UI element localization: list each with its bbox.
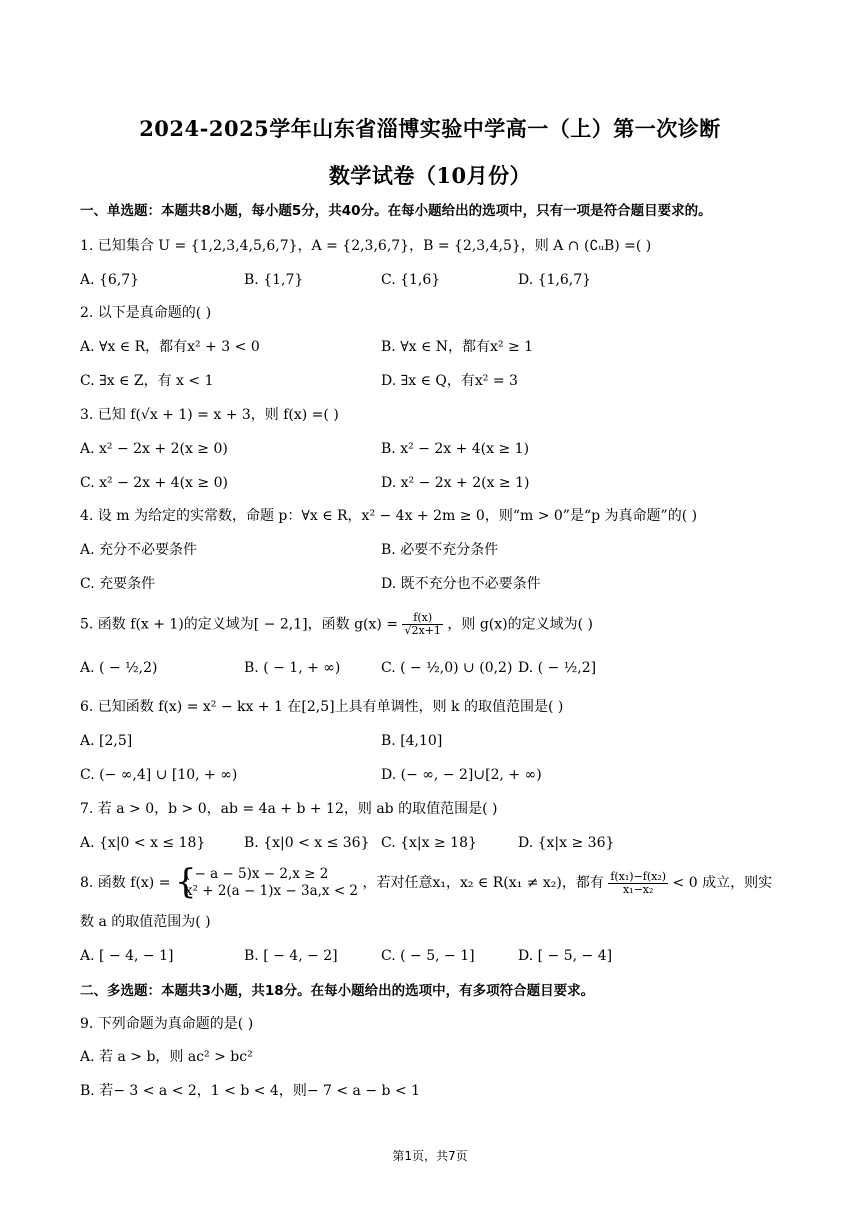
question-6-stem: 6. 已知函数 f(x) = x² − kx + 1 在[2,5]上具有单调性，则 k 的取值范围是( ) — [80, 699, 564, 715]
question-1-option-c: C. {1,6} — [381, 272, 441, 288]
question-2-option-d: D. ∃x ∈ Q，有x² = 3 — [381, 373, 518, 389]
question-8-piecewise — [174, 862, 359, 902]
question-8-brace: { — [174, 862, 197, 902]
question-8-stem — [80, 862, 773, 902]
question-8-option-d: D. [ − 5, − 4] — [518, 948, 613, 964]
question-6-option-b: B. [4,10] — [381, 733, 443, 749]
question-4-option-a: A. 充分不必要条件 — [80, 542, 198, 558]
question-6-option-d: D. (− ∞, − 2]∪[2, + ∞) — [381, 767, 542, 783]
page-footer: 第1页，共7页 — [392, 1149, 468, 1163]
question-8-stem-part3: < 0 成立，则实 — [672, 875, 773, 891]
question-1-option-b: B. {1,7} — [244, 272, 304, 288]
question-6-option-a: A. [2,5] — [80, 733, 133, 749]
question-8-case-1: ( − a − 5)x − 2,x ≥ 2 — [184, 866, 329, 882]
question-5-fraction-numerator: f(x) — [402, 612, 442, 625]
question-3-option-b: B. x² − 2x + 4(x ≥ 1) — [381, 441, 530, 457]
question-5-stem — [80, 612, 593, 637]
question-4-option-c: C. 充要条件 — [80, 576, 156, 592]
question-3-option-d: D. x² − 2x + 2(x ≥ 1) — [381, 475, 530, 491]
question-8-option-a: A. [ − 4, − 1] — [80, 948, 174, 964]
question-7-option-a: A. {x|0 < x ≤ 18} — [80, 835, 206, 851]
question-8-stem-part2: ，若对任意x₁，x₂ ∈ R(x₁ ≠ x₂)，都有 — [362, 875, 604, 891]
question-5-option-b: B. ( − 1, + ∞) — [244, 660, 341, 676]
question-5-stem-part1: 5. 函数 f(x + 1)的定义域为[ − 2,1]，函数 g(x) = — [80, 616, 399, 633]
question-1-option-d: D. {1,6,7} — [518, 272, 592, 288]
question-8-option-b: B. [ − 4, − 2] — [244, 948, 338, 964]
question-7-option-d: D. {x|x ≥ 36} — [518, 835, 615, 851]
question-5-stem-part2: ，则 g(x)的定义域为( ) — [447, 616, 593, 633]
question-9-option-b: B. 若− 3 < a < 2，1 < b < 4，则− 7 < a − b < 1 — [80, 1083, 421, 1099]
question-7-option-b: B. {x|0 < x ≤ 36} — [244, 835, 370, 851]
question-5-fraction — [402, 612, 442, 637]
question-5-option-c: C. ( − ½,0) ∪ (0,2) — [381, 660, 513, 676]
question-9-stem: 9. 下列命题为真命题的是( ) — [80, 1016, 254, 1032]
question-1-option-a: A. {6,7} — [80, 272, 140, 288]
question-8-fraction-denominator: x₁−x₂ — [622, 882, 654, 896]
question-7-option-c: C. {x|x ≥ 18} — [381, 835, 477, 851]
question-2-option-a: A. ∀x ∈ R，都有x² + 3 < 0 — [80, 339, 260, 355]
question-8-option-c: C. ( − 5, − 1] — [381, 948, 475, 964]
exam-title-line1: 2024-2025学年山东省淄博实验中学高一（上）第一次诊断 — [139, 116, 721, 141]
question-2-option-c: C. ∃x ∈ Z，有 x < 1 — [80, 373, 214, 389]
question-9-option-a: A. 若 a > b，则 ac² > bc² — [80, 1049, 253, 1065]
exam-title-line2: 数学试卷（10月份） — [328, 163, 532, 188]
question-8-stem-part1: 8. 函数 f(x) = — [80, 875, 171, 891]
question-7-stem: 7. 若 a > 0，b > 0，ab = 4a + b + 12，则 ab 的取值范围是( ) — [80, 801, 498, 817]
question-5-fraction-denominator: √2x+1 — [404, 624, 441, 637]
section-single-choice-header: 一、单选题：本题共8小题，每小题5分，共40分。在每小题给出的选项中，只有一项是符合题目要求的。 — [80, 203, 712, 219]
question-8-stem-continued: 数 a 的取值范围为( ) — [80, 914, 211, 930]
question-8-case-2: x² + 2(a − 1)x − 3a,x < 2 — [184, 883, 359, 899]
question-5-option-a: A. ( − ½,2) — [80, 660, 158, 676]
question-3-option-c: C. x² − 2x + 4(x ≥ 0) — [80, 475, 228, 491]
question-4-option-b: B. 必要不充分条件 — [381, 542, 499, 558]
question-2-option-b: B. ∀x ∈ N，都有x² ≥ 1 — [381, 339, 534, 355]
question-4-stem: 4. 设 m 为给定的实常数，命题 p：∀x ∈ R，x² − 4x + 2m ≥ 0，则“m > 0”是“p 为真命题”的( ) — [80, 508, 698, 524]
question-1-stem: 1. 已知集合 U = {1,2,3,4,5,6,7}，A = {2,3,6,7}，B = {2,3,4,5}，则 A ∩ (∁ᵤB) =( ) — [80, 238, 652, 254]
question-5-option-d: D. ( − ½,2] — [518, 660, 597, 676]
question-6-option-c: C. (− ∞,4] ∪ [10, + ∞) — [80, 767, 238, 783]
question-2-stem: 2. 以下是真命题的( ) — [80, 305, 212, 321]
question-8-fraction — [608, 871, 668, 896]
question-3-stem: 3. 已知 f(√x + 1) = x + 3，则 f(x) =( ) — [80, 407, 339, 423]
question-3-option-a: A. x² − 2x + 2(x ≥ 0) — [80, 441, 228, 457]
question-4-option-d: D. 既不充分也不必要条件 — [381, 576, 541, 592]
question-8-fraction-numerator: f(x₁)−f(x₂) — [610, 869, 667, 883]
section-multi-choice-header: 二、多选题：本题共3小题，共18分。在每小题给出的选项中，有多项符合题目要求。 — [80, 983, 595, 999]
